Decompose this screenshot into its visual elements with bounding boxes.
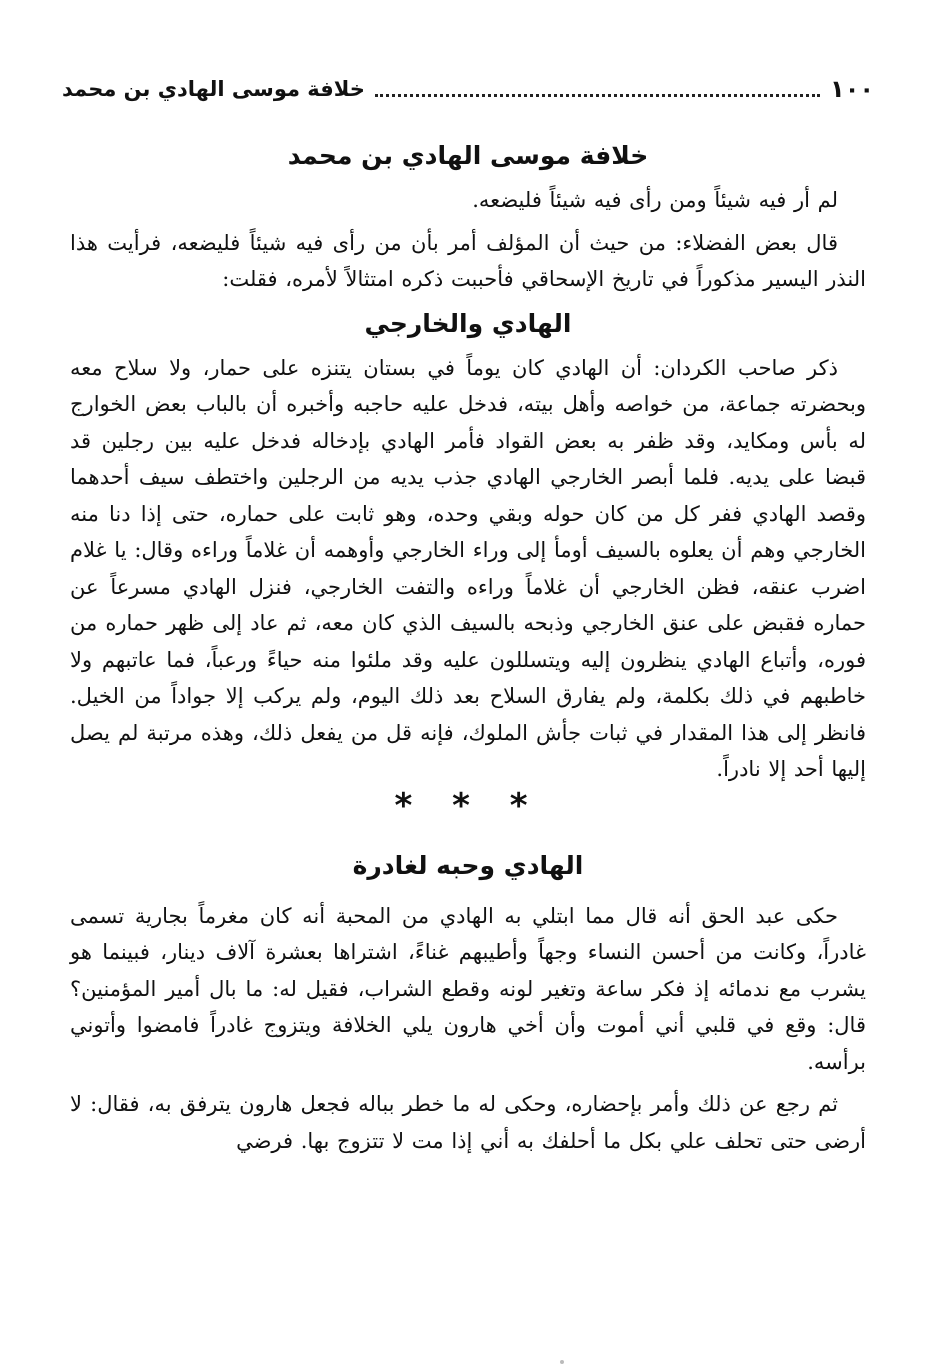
section-separator: * * * (394, 785, 542, 826)
ghadira-paragraph-2: ثم رجع عن ذلك وأمر بإحضاره، وحكى له ما خطر بباله فجعل هارون يترفق به، فقال: لا أرضى حتى تحلف علي بكل ما أحلفك به أني إذا مت لا تتزوج بها. فرضي (70, 1092, 866, 1153)
running-header (62, 72, 874, 106)
section-heading-hadi-kharijite: الهادي والخارجي (364, 308, 572, 338)
header-dotted-leader (375, 94, 820, 97)
story-paragraph: ذكر صاحب الكردان: أن الهادي كان يوماً في بستان يتنزه على حمار، ولا سلاح معه وبحضرته جماعة، من خواصه وأهل بيته، فدخل عليه حاجبه وأخبره أن بالباب بعض الخوارج له بأس ومكايد، وقد ظفر به بعض القواد فأمر الهادي بإدخاله فدخل عليه بين رجلين قد قبضا على يديه. فلما أبصر الخارجي الهادي جذب يديه من الرجلين واختطف سيف أحدهما وقصد الهادي ففر كل من كان حوله وبقي وحده، وهو ثابت على حماره، حتى إذا دنا منه الخارجي وهم أن يعلوه بالسيف أومأ إلى وراء الخارجي وأوهمه أن غلاماً وراءه وقال: يا غلام اضرب عنقه، فظن الخارجي أن غلاماً وراءه والتفت الخارجي، فنزل الهادي مسرعاً عن حماره فقبض على عنق الخارجي وذبحه بالسيف الذي كان معه، ثم عاد إلى ظهر حماره من فوره، وأتباع الهادي ينظرون إليه ويتسللون عليه وقد ملئوا منه حياءً ورعباً، فما عاتبهم ولا خاطبهم في ذلك بكلمة، ولم يفارق السلاح بعد ذلك اليوم، ولم يركب إلا جواداً من الخيل. فانظر إلى هذا المقدار في ثبات جأش الملوك، فإنه قل من يفعل ذلك، وهذه مرتبة لم يصل إليها أحد إلا نادراً. (70, 355, 866, 781)
intro-paragraph-1: لم أر فيه شيئاً ومن رأى فيه شيئاً فليضعه. (472, 188, 838, 212)
section-heading-hadi-ghadira: الهادي وحبه لغادرة (352, 850, 584, 880)
ghadira-paragraph-1: حكى عبد الحق أنه قال مما ابتلي به الهادي من المحبة أنه كان مغرماً بجارية تسمى غادراً، وكانت من أحسن النساء وجهاً وأطيبهم غناءً، اشتراها بعشرة آلاف دينار، فبينما هو يشرب مع ندمائه إذ فكر ساعة وتغير لونه وقطع الشراب، فقيل له: ما بال أمير المؤمنين؟ قال: وقع في قلبي أني أموت وأن أخي هارون يلي الخلافة ويتزوج غادراً فامضوا وأتوني برأسه. (70, 903, 866, 1074)
page-content (70, 130, 866, 1159)
running-title: خلافة موسى الهادي بن محمد (62, 77, 365, 101)
scan-speck (560, 1360, 564, 1364)
page-number: ١٠٠ (830, 75, 874, 103)
intro-paragraph-2: قال بعض الفضلاء: من حيث أن المؤلف أمر بأن من رأى فيه شيئاً فليضعه، فرأيت هذا النذر اليسير مذكوراً في تاريخ الإسحاقي فأحببت ذكره امتثالاً لأمره، فقلت: (70, 230, 866, 291)
main-title: خلافة موسى الهادي بن محمد (287, 141, 649, 170)
